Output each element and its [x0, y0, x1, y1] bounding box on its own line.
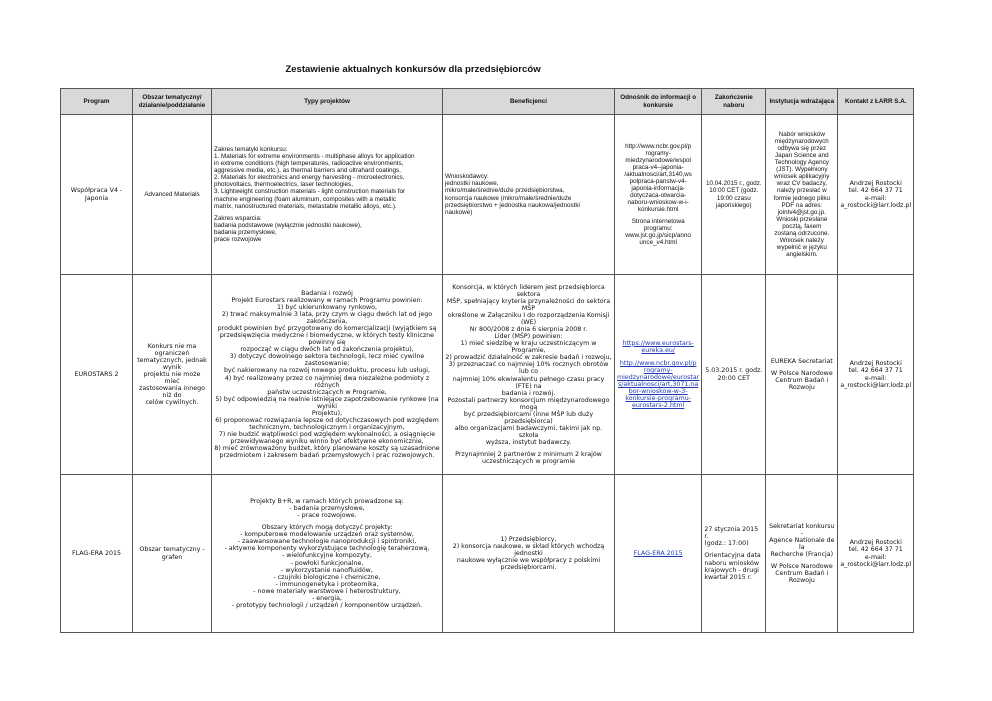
- text-line: matrix, nanostructured materials, metastable metallic alloys, etc.).: [214, 202, 397, 210]
- header-instytucja: Instytucja wdrażająca: [766, 89, 838, 115]
- typy-cell: [212, 475, 443, 633]
- header-row: [61, 89, 914, 115]
- text-line: celów cywilnych.: [145, 399, 199, 407]
- text-line: Konsorcja, w których liderem jest przedsiębiorca sektora: [452, 283, 605, 298]
- text-line: aggressive media, etc.), as thermal barriers and ultrahard coatings,: [214, 167, 401, 175]
- text-line: 8) mieć zrównoważony budżet, który planowane koszty są uzasadnione: [214, 444, 440, 452]
- text-line: Andrzej Rostocki: [849, 360, 902, 368]
- text-line: dotyczaca-otwarcia-: [630, 192, 687, 199]
- text-line: technicznym, technologicznym i organizacyjnym,: [249, 423, 405, 431]
- text-line: jointv4@jst.go.jp.: [777, 208, 826, 216]
- text-line: Przynajmniej 2 partnerów z minimum 2 krajów: [455, 450, 602, 458]
- kontakt-cell: [838, 475, 914, 633]
- table-row: [61, 275, 914, 475]
- text-line: przedsięwzięcia medyczne i biomedyczne, w których testy kliniczne powinny się: [219, 332, 435, 347]
- page-title: Zestawienie aktualnych konkursów dla przedsiębiorców: [285, 64, 541, 75]
- text-line: eurostars-2.html: [632, 402, 685, 410]
- text-line: przedmiotem i zakresem badań przemysłowych i prac rozwojowych.: [219, 452, 435, 460]
- text-line: - nowe materiały warstwowe i heterostruktury,: [253, 587, 401, 595]
- text-line: należy przesłać w: [776, 187, 827, 195]
- text-line: tel. 42 664 37 71: [848, 367, 903, 375]
- text-line: 3) dotyczyć dowolnego sektora technologii, lecz mieć cywilne zastosowanie;: [229, 353, 425, 368]
- obszar-cell: Obszar tematyczny - grafen: [133, 475, 212, 633]
- text-line: naukowe wyłącznie we współpracy z polskimi: [456, 557, 601, 565]
- text-line: naboru wniosków: [704, 559, 760, 567]
- zakonczenie-cell: [702, 115, 766, 275]
- text-line: - badania przemysłowe,: [289, 505, 365, 513]
- text-line: naboru-wnioskow-w-i-: [627, 199, 689, 207]
- header-kontakt: Kontakt z ŁARR S.A.: [838, 89, 914, 115]
- text-line: Konkurs nie ma ograniczeń: [147, 342, 197, 357]
- text-line: www.jst.go.jp/sicp/anno: [625, 232, 691, 240]
- text-line: Projekt Eurostars realizowany w ramach Programu powinien:: [231, 296, 423, 304]
- header-obszar: Obszar tematyczny/ działanie/poddziałanie: [133, 89, 212, 115]
- text-line: krajowych - drugi: [704, 566, 759, 574]
- odnosnik-cell[interactable]: [615, 115, 702, 275]
- text-line: in extreme conditions (high temperatures, radioactive environments,: [214, 160, 404, 168]
- kontakt-cell: [838, 275, 914, 475]
- text-line: polpraca-panstw-v4-: [629, 177, 687, 185]
- text-line: japonia-informacja-: [631, 184, 685, 192]
- text-line: unce_v4.html: [639, 239, 677, 247]
- text-line: rogramy-: [645, 149, 671, 157]
- odnosnik-cell: [615, 475, 702, 633]
- text-line: Badania i rozwój: [301, 289, 353, 297]
- text-line: e-mail:: [864, 374, 887, 382]
- program-cell: EUROSTARS 2: [61, 275, 133, 475]
- text-line: jednostki naukowe,: [445, 180, 499, 188]
- text-line: Rozwoju: [788, 384, 815, 392]
- text-line: (JST). Wypełniony: [776, 166, 828, 174]
- text-line: przedsiębiorstwo + jednostka naukowa/jednostki: [445, 201, 580, 209]
- table-row: [61, 115, 914, 275]
- flag-era-link[interactable]: FLAG-ERA 2015: [633, 549, 683, 557]
- text-line: 4) być realizowany przez co najmniej dwa niezależne podmioty z różnych: [224, 374, 430, 389]
- text-line: 2. Materials for electronics and energy harvesting - microelectronics,: [214, 174, 405, 182]
- instytucja-cell: [766, 475, 838, 633]
- text-line: projektu nie może mieć: [143, 370, 201, 386]
- text-line: pocztą, faxem: [782, 222, 822, 230]
- text-line: japońskiego): [715, 201, 752, 209]
- text-line: odbywa się przez: [777, 145, 827, 153]
- typy-cell: [212, 275, 443, 475]
- text-line: W Polsce Narodowe: [770, 369, 833, 377]
- text-line: angielskim.: [786, 250, 818, 258]
- text-line: - powłoki funkcjonalne,: [290, 559, 364, 567]
- text-line: a_rostocki@larr.lodz.pl: [840, 381, 912, 389]
- typy-cell: [212, 115, 443, 275]
- text-line: - prace rozwojowe.: [297, 512, 357, 520]
- header-typy: Typy projektów: [212, 89, 443, 115]
- text-line: Zakres tematyki konkursu:: [214, 146, 288, 154]
- text-line: Andrzej Rostocki: [849, 180, 902, 188]
- text-line: Obszary których mogą dotyczyć projekty:: [261, 524, 393, 532]
- text-line: wraz CV badaczy,: [776, 180, 827, 188]
- text-line: 1. Materials for extreme environments - multiphase alloys for application: [214, 153, 415, 161]
- text-line: photovoltaics, thermoelectrics, laser technologies,: [214, 181, 353, 189]
- text-line: 1) mieć siedzibę w kraju uczestniczącym w Programie,: [460, 340, 597, 355]
- table-row: [61, 475, 914, 633]
- text-line: naukowe): [445, 208, 473, 216]
- text-line: uczestniczących w programie: [481, 458, 576, 466]
- text-line: 20:00 CET: [717, 374, 750, 382]
- text-line: badania podstawowe (wyłącznie jednostki naukowe),: [214, 221, 362, 229]
- text-line: Zakres wsparcia:: [214, 214, 262, 222]
- text-line: - wielofunkcyjne kompozyty,: [282, 552, 372, 560]
- text-line: 3) przeznaczać co najmniej 10% rocznych obrotów lub co: [448, 361, 609, 376]
- text-line: 5) być odpowiedzią na realnie istniejące zapotrzebowanie rynkowe (na wyniki: [215, 395, 439, 410]
- text-line: s/aktualnosci/art,3071,na: [618, 381, 699, 389]
- text-line: a_rostocki@larr.lodz.pl: [840, 201, 912, 209]
- beneficjenci-cell: [443, 275, 615, 475]
- beneficjenci-cell: [443, 115, 615, 275]
- text-line: MŚP, spełniający kryteria przynależności do sektora MŚP: [446, 298, 611, 313]
- text-line: tel. 42 664 37 71: [848, 546, 903, 554]
- text-line: Agence Nationale de la: [769, 536, 835, 551]
- text-line: 27 stycznia 2015 r.: [704, 526, 759, 541]
- text-line: - zaawansowane technologie nanoprodukcji i spintroniki,: [237, 538, 417, 546]
- header-zakonczenie: Zakończenie naboru: [702, 89, 766, 115]
- text-line: 2) konsorcja naukowe, w skład których wchodzą jednostki: [452, 542, 605, 557]
- text-line: rozpocząć w ciągu dwóch lat od zakończenia projektu),: [240, 346, 414, 354]
- text-line: bor-wnioskow-w-3-: [628, 388, 688, 396]
- text-line: konkursie.html: [637, 206, 679, 214]
- header-program: Program: [61, 89, 133, 115]
- text-line: Lider (MŚP) powinien:: [494, 333, 563, 341]
- text-line: Pozostali partnerzy konsorcjum międzynarodowego mogą: [447, 396, 610, 411]
- text-line: wniosek aplikacyjny: [774, 173, 830, 181]
- text-line: badania przemysłowe,: [214, 228, 277, 236]
- text-line: najmniej 10% ekwiwalentu pełnego czasu pracy (FTE) na: [452, 375, 605, 390]
- text-line: a_rostocki@larr.lodz.pl: [840, 560, 912, 568]
- text-line: Centrum Badań i: [775, 377, 829, 384]
- instytucja-cell: [766, 115, 838, 275]
- text-line: być przedsiębiorcami (inne MŚP lub duży przedsiębiorca): [463, 410, 594, 425]
- text-line: państw uczestniczących w Programie,: [267, 388, 387, 396]
- text-line: 5.03.2015 r. godz.: [705, 367, 763, 375]
- text-line: konkursie-programu-: [625, 395, 691, 403]
- text-line: przedsiębiorcami.: [500, 564, 557, 572]
- text-line: Strona internetowa: [631, 218, 685, 226]
- text-line: machine engineering (foam aluminum, composites with a metallic: [214, 195, 396, 203]
- text-line: wyższa, instytut badawczy.: [485, 438, 572, 446]
- text-line: Orientacyjna data: [704, 552, 761, 560]
- text-line: /aktualnosci/art,3140,ws: [624, 170, 692, 178]
- text-line: praca-v4--japonia-: [632, 163, 684, 171]
- contests-table: [60, 88, 914, 633]
- text-line: 2) trwać maksymalnie 3 lata, przy czym w ciągu dwóch lat od jego zakończenia,: [221, 311, 433, 326]
- text-line: Nabór wniosków: [778, 131, 825, 139]
- text-line: e-mail:: [864, 553, 887, 561]
- text-line: 1) Przedsiębiorcy,: [500, 535, 557, 543]
- program-cell: FLAG-ERA 2015: [61, 475, 133, 633]
- kontakt-cell: [838, 115, 914, 275]
- eurostars-link[interactable]: [617, 340, 699, 354]
- text-line: Rozwoju: [788, 577, 815, 585]
- text-line: PDF na adres:: [781, 201, 823, 209]
- text-line: formie jednego pliku: [773, 194, 830, 202]
- text-line: eureka.eu/: [641, 346, 675, 354]
- zakonczenie-cell: [702, 275, 766, 475]
- text-line: Japan Science and: [775, 152, 829, 160]
- text-line: Andrzej Rostocki: [849, 539, 902, 547]
- text-line: albo organizacjami badawczymi, takimi jak np. szkoła: [454, 424, 603, 439]
- text-line: 2) prowadzić działalność w zakresie badań i rozwoju,: [445, 354, 612, 362]
- text-line: mikro/małe/średnie/duże przedsiębiorstwa,: [445, 187, 565, 195]
- text-line: - aktywne komponenty wykorzystujące technologię teraherzową,: [224, 545, 430, 553]
- text-line: Projekty B+R, w ramach których prowadzone są:: [250, 498, 404, 506]
- text-line: wypełnić w języku: [776, 243, 827, 251]
- text-line: Wniosek należy: [779, 236, 824, 244]
- text-line: konsorcja naukowe (mikro/małe/średnie/duże: [445, 194, 572, 202]
- header-odnosnik: Odnośnik do informacji o konkursie: [615, 89, 702, 115]
- text-line: Wnioskodawcy:: [445, 173, 489, 181]
- text-line: Centrum Badań i: [775, 570, 829, 578]
- text-line: W Polsce Narodowe: [770, 563, 833, 571]
- text-line: Technology Agency: [774, 159, 829, 167]
- text-line: tel. 42 664 37 71: [848, 187, 903, 195]
- text-line: rogramy-: [643, 366, 673, 374]
- text-line: - immunogenetyka i proteomika,: [275, 580, 379, 588]
- ncbr-eurostars-link[interactable]: [617, 360, 699, 409]
- text-line: Nr 800/2008 z dnia 6 sierpnia 2008 r.: [469, 326, 588, 334]
- text-line: 7) nie budzić wątpliwości pod względem wykonalności, a osiągnięcie: [218, 430, 436, 438]
- text-line: produkt powinien być przygotowany do komercjalizacji (wyjątkiem są: [217, 325, 437, 333]
- text-line: 1) być ukierunkowany rynkowo,: [276, 304, 378, 312]
- text-line: 10:00 CET (godz.: [709, 187, 759, 195]
- text-line: Wnioski przesłane: [776, 215, 828, 223]
- text-line: EUREKA Secretariat: [770, 357, 833, 365]
- text-line: Projektu),: [311, 409, 343, 417]
- text-line: określone w Załączniku I do rozporządzenia Komisji (WE): [447, 312, 610, 327]
- text-line: https://www.eurostars-: [622, 339, 694, 347]
- text-line: programu:: [643, 225, 673, 233]
- text-line: tematycznych, jednak wynik: [137, 356, 207, 371]
- text-line: 19:00 czasu: [716, 194, 751, 202]
- text-line: (godz.: 17:00): [704, 540, 749, 548]
- instytucja-cell: [766, 275, 838, 475]
- text-line: miedzynarodowe/wspol: [625, 156, 691, 164]
- text-line: zastosowania innego niż do: [139, 385, 205, 400]
- text-line: badania i rozwój.: [501, 389, 556, 397]
- text-line: e-mail:: [864, 194, 887, 202]
- text-line: zostaną odrzucone.: [774, 229, 830, 237]
- text-line: być nakierowany na rozwój nowego produktu, procesu lub usługi,: [223, 367, 431, 375]
- text-line: http://www.ncbr.gov.pl/p: [619, 359, 697, 367]
- text-line: Sekretariat konkursu -: [769, 522, 835, 537]
- text-line: kwartał 2015 r.: [704, 573, 752, 581]
- zakonczenie-cell: [702, 475, 766, 633]
- text-line: - wykorzystanie nanofluidów,: [281, 566, 373, 574]
- beneficjenci-cell: [443, 475, 615, 633]
- odnosnik-cell: [615, 275, 702, 475]
- obszar-cell: Advanced Materials: [133, 115, 212, 275]
- header-beneficjenci: Beneficjenci: [443, 89, 615, 115]
- text-line: http://www.ncbr.gov.pl/p: [625, 142, 692, 150]
- text-line: przewidywanego wyniku winno być efektywne ekonomicznie,: [230, 437, 424, 445]
- text-line: - czujniki biologiczne i chemiczne,: [273, 573, 381, 581]
- text-line: - energia,: [311, 594, 343, 602]
- text-line: 6) proponować rozwiązania lepsze od dotychczasowych pod względem: [215, 416, 439, 424]
- text-line: międzynarodowych: [774, 138, 829, 146]
- text-line: miedzynarodowe/eurostar: [617, 373, 700, 381]
- program-cell: Współpraca V4 - Japonia: [61, 115, 133, 275]
- text-line: prace rozwojowe: [214, 235, 262, 243]
- text-line: - komputerowe modelowanie urządzeń oraz systemów,: [240, 531, 414, 539]
- text-line: 10.04.2015 r., godz.: [705, 180, 762, 188]
- text-line: - prototypy technologii / urządzeń / komponentów urządzeń.: [231, 601, 423, 609]
- obszar-cell: [133, 275, 212, 475]
- text-line: Recherche (Francja): [770, 551, 834, 558]
- text-line: 3. Lightweight construction materials - light construction materials for: [214, 188, 406, 196]
